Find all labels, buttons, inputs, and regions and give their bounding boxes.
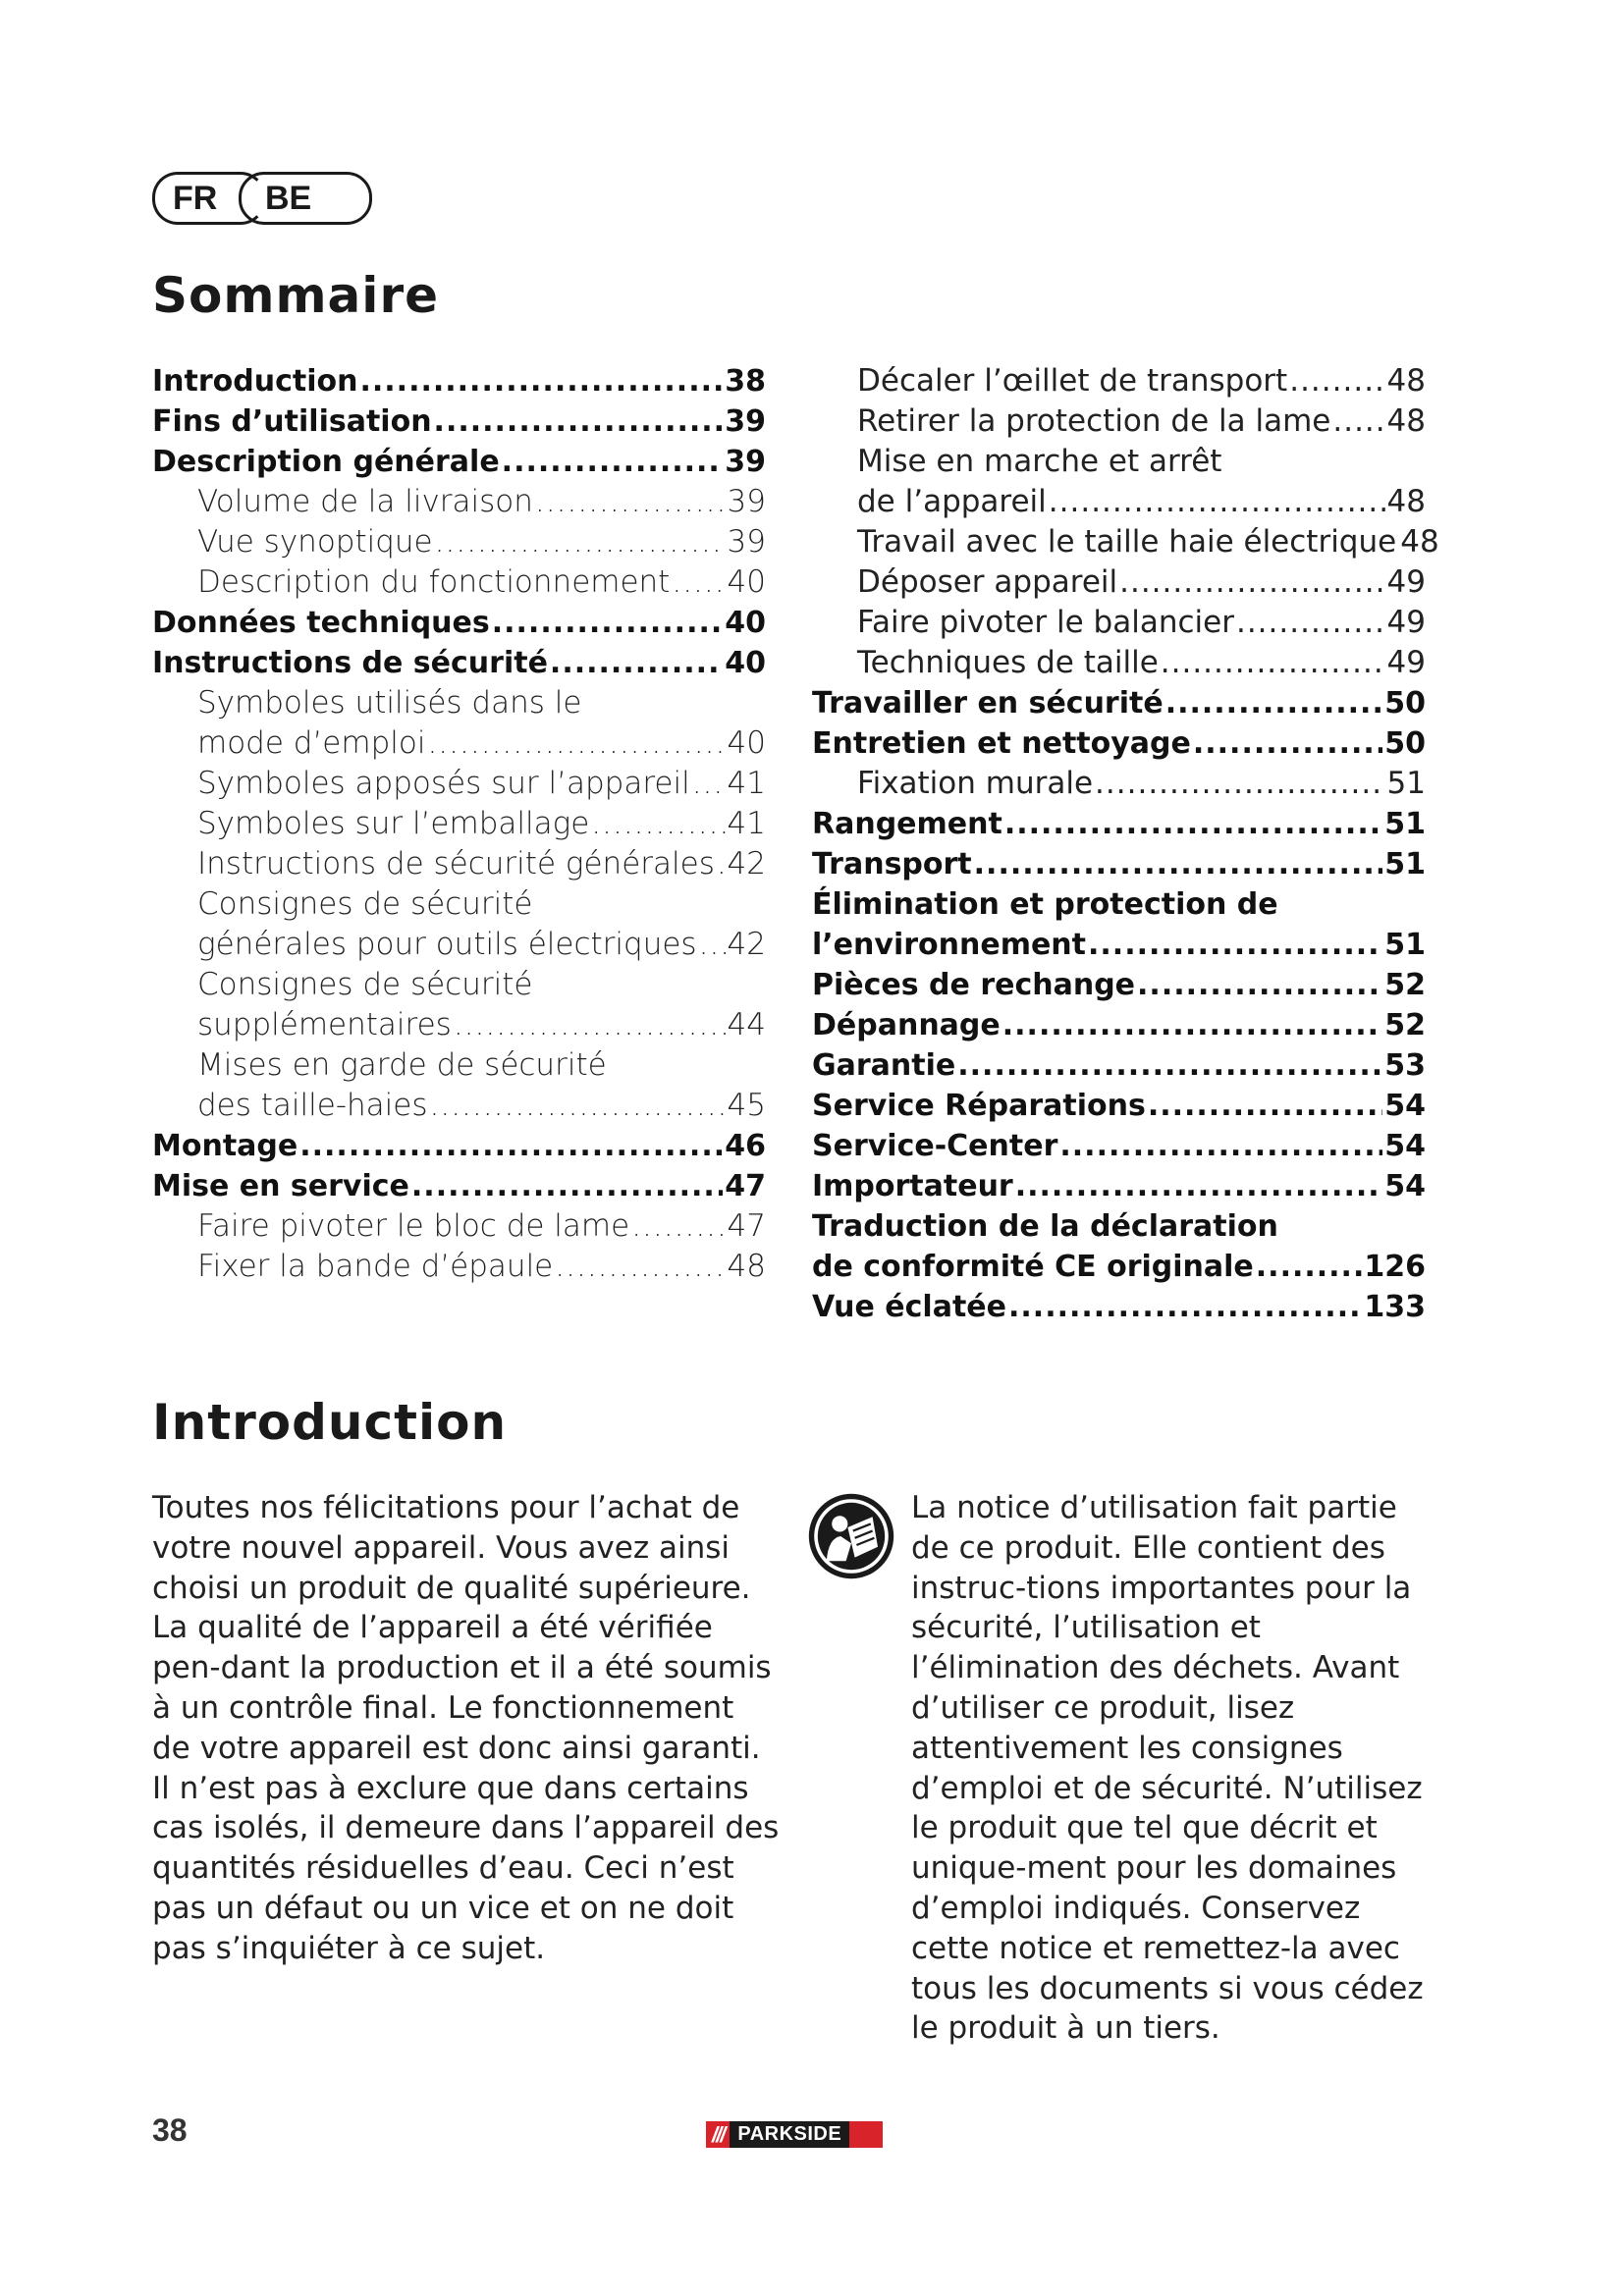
toc-entry [812, 1166, 1426, 1206]
toc-entry-page: 39 [727, 524, 766, 560]
toc-entry-page: 40 [725, 646, 766, 680]
toc-leader-dots [435, 522, 726, 562]
toc-entry [152, 482, 766, 522]
toc-entry [152, 643, 766, 683]
toc-leader-dots [429, 1086, 725, 1126]
toc-leader-dots [631, 1206, 725, 1247]
introduction-paragraph: Toutes nos félicitations pour l’achat de votre nouvel appareil. Vous avez ainsi choisi un produit de qualité supérieure. La qualité de l’appareil a été vérifiée pen-dant la production et il a été soumis à un contrôle final. Le fonctionnement de votre appareil est donc ainsi garanti. Il n’est pas à exclure que dans certains cas isolés, il demeure dans l’appareil des quantités résiduelles d’eau. Ceci n’est pas un défaut ou un vice et on ne doit pas s’inquiéter à ce sujet. [152, 1490, 780, 1966]
sommaire-title: Sommaire [152, 267, 440, 324]
toc-entry [152, 764, 766, 804]
toc-entry-page: 48 [1386, 484, 1426, 519]
toc-entry-label: l’environnement [812, 928, 1086, 962]
toc-entry-page: 51 [1384, 928, 1426, 962]
toc-entry [812, 482, 1426, 522]
toc-entry-page: 126 [1364, 1250, 1426, 1284]
parkside-logo [706, 2121, 883, 2148]
toc-leader-dots [1236, 603, 1385, 643]
toc-leader-dots [1095, 764, 1385, 804]
toc-entry-label: Introduction [152, 364, 358, 399]
toc-entry [812, 1206, 1426, 1247]
toc-entry [812, 1005, 1426, 1045]
toc-entry-label: Techniques de taille [857, 645, 1159, 680]
toc-entry-page: 41 [727, 806, 766, 841]
toc-leader-dots [502, 442, 724, 482]
toc-leader-dots [699, 925, 726, 965]
toc-entry-page: 52 [1384, 968, 1426, 1002]
toc-entry-label: Données techniques [152, 606, 490, 640]
toc-entry-label: mode d’emploi [197, 725, 426, 761]
toc-entry [152, 1247, 766, 1287]
toc-entry [152, 401, 766, 442]
toc-entry [152, 1206, 766, 1247]
toc-leader-dots [1008, 1287, 1362, 1327]
toc-leader-dots [1059, 1126, 1382, 1166]
toc-leader-dots [359, 361, 723, 401]
toc-entry-label: Faire pivoter le bloc de lame [197, 1208, 630, 1244]
toc-entry-page: 48 [727, 1249, 766, 1284]
toc-entry-page: 46 [725, 1129, 766, 1163]
toc-entry-page: 49 [1386, 564, 1426, 600]
toc-entry [812, 764, 1426, 804]
toc-entry-label: Service Réparations [812, 1089, 1146, 1123]
toc-leader-dots [672, 562, 725, 603]
toc-entry-label: Mise en service [152, 1169, 409, 1203]
toc-entry-page: 50 [1384, 686, 1426, 721]
toc-entry [812, 804, 1426, 844]
toc-entry [812, 723, 1426, 764]
toc-entry-page: 40 [727, 725, 766, 761]
toc-entry [812, 884, 1426, 925]
toc-leader-dots [1256, 1247, 1363, 1287]
toc-leader-dots [1289, 361, 1384, 401]
toc-entry [812, 1247, 1426, 1287]
toc-entry [812, 965, 1426, 1005]
toc-entry-page: 47 [727, 1208, 766, 1244]
toc-leader-dots [550, 643, 723, 683]
toc-entry [812, 844, 1426, 884]
toc-leader-dots [1049, 482, 1385, 522]
toc-entry [812, 401, 1426, 442]
toc-entry-label: Description du fonctionnement [197, 564, 671, 600]
language-badges [152, 172, 358, 223]
toc-entry-label: Consignes de sécurité [197, 967, 533, 1002]
language-badge-fr: FR [152, 172, 266, 225]
toc-entry-page: 39 [725, 445, 766, 479]
toc-entry [812, 562, 1426, 603]
toc-entry-label: Symboles sur l’emballage [197, 806, 590, 841]
toc-entry-label: Description générale [152, 445, 500, 479]
toc-entry-page: 39 [727, 484, 766, 519]
toc-right-column [812, 361, 1439, 1327]
toc-entry-label: Fixer la bande d’épaule [197, 1249, 554, 1284]
introduction-title: Introduction [152, 1394, 508, 1451]
toc-left-column [152, 361, 766, 1287]
toc-entry-page: 50 [1384, 726, 1426, 761]
toc-entry-label: Garantie [812, 1048, 956, 1083]
logo-brand: PARKSIDE [730, 2121, 849, 2148]
toc-entry-page: 42 [727, 846, 766, 881]
toc-leader-dots [299, 1126, 723, 1166]
toc-leader-dots [1004, 804, 1382, 844]
toc-entry [812, 1287, 1426, 1327]
toc-entry-label: Retirer la protection de la lame [857, 403, 1331, 439]
toc-entry-label: Traduction de la déclaration [812, 1209, 1278, 1244]
toc-entry [152, 522, 766, 562]
toc-leader-dots [1148, 1086, 1382, 1126]
toc-leader-dots [434, 401, 724, 442]
toc-entry-label: générales pour outils électriques [197, 927, 697, 962]
language-badge-be: BE [239, 172, 372, 225]
toc-leader-dots [1137, 965, 1382, 1005]
toc-entry-label: Symboles utilisés dans le [197, 685, 582, 721]
toc-entry-page: 54 [1384, 1129, 1426, 1163]
toc-entry-page: 48 [1386, 363, 1426, 399]
logo-slashes: /// [712, 2121, 725, 2147]
toc-entry [152, 1166, 766, 1206]
toc-entry-page: 40 [727, 564, 766, 600]
toc-entry-label: Faire pivoter le balancier [857, 605, 1234, 640]
toc-entry [152, 361, 766, 401]
toc-leader-dots [717, 844, 726, 884]
toc-entry-page: 54 [1384, 1169, 1426, 1203]
toc-entry-label: Mises en garde de sécurité [197, 1047, 607, 1083]
toc-leader-dots [1015, 1166, 1383, 1206]
toc-entry [812, 1086, 1426, 1126]
toc-entry-label: Importateur [812, 1169, 1013, 1203]
toc-entry-label: Mise en marche et arrêt [857, 444, 1222, 479]
toc-entry [152, 603, 766, 643]
toc-entry-label: Déposer appareil [857, 564, 1118, 600]
toc-entry-page: 39 [725, 404, 766, 439]
page-number: 38 [152, 2112, 188, 2148]
toc-entry [812, 1045, 1426, 1086]
toc-entry-page: 53 [1384, 1048, 1426, 1083]
toc-entry [812, 683, 1426, 723]
toc-entry-page: 41 [727, 766, 766, 801]
toc-entry-label: Rangement [812, 807, 1002, 841]
toc-leader-dots [411, 1166, 723, 1206]
toc-entry-label: de conformité CE originale [812, 1250, 1254, 1284]
toc-leader-dots [1119, 562, 1384, 603]
toc-entry [152, 1086, 766, 1126]
toc-entry [152, 884, 766, 925]
toc-entry [152, 562, 766, 603]
toc-entry [812, 361, 1426, 401]
toc-leader-dots [974, 844, 1383, 884]
toc-entry-page: 48 [1400, 524, 1439, 560]
manual-notice-paragraph: La notice d’utilisation fait partie de ce produit. Elle contient des instruc-tions importantes pour la sécurité, l’utilisation et l’élimination des déchets. Avant d’utiliser ce produit, lisez attentivement les consignes d’emploi et de sécurité. N’utilisez le produit que tel que décrit et unique-ment pour les domaines d’emploi indiqués. Conservez cette notice et remettez-la avec tous les documents si vous cédez le produit à un tiers. [911, 1490, 1424, 2047]
toc-leader-dots [454, 1005, 726, 1045]
toc-entry [152, 844, 766, 884]
toc-leader-dots [1002, 1005, 1383, 1045]
toc-entry-label: Vue synoptique [197, 524, 433, 560]
toc-entry [152, 1005, 766, 1045]
toc-entry-page: 38 [725, 364, 766, 399]
toc-entry-label: Décaler l’œillet de transport [857, 363, 1288, 399]
toc-entry-page: 49 [1386, 605, 1426, 640]
toc-entry [812, 1126, 1426, 1166]
toc-leader-dots [555, 1247, 725, 1287]
toc-entry [812, 442, 1426, 482]
toc-leader-dots [492, 603, 724, 643]
toc-entry [152, 1126, 766, 1166]
toc-entry [152, 804, 766, 844]
toc-entry-page: 49 [1386, 645, 1426, 680]
toc-entry [812, 522, 1439, 562]
toc-entry-label: Montage [152, 1129, 298, 1163]
toc-entry-label: Service-Center [812, 1129, 1058, 1163]
toc-entry-label: Fixation murale [857, 766, 1094, 801]
toc-leader-dots [591, 804, 725, 844]
toc-entry-page: 45 [727, 1088, 766, 1123]
toc-entry [812, 925, 1426, 965]
toc-entry-label: de l’appareil [857, 484, 1047, 519]
toc-entry-label: Volume de la livraison [197, 484, 533, 519]
toc-entry [812, 603, 1426, 643]
toc-entry-page: 42 [727, 927, 766, 962]
toc-entry [152, 965, 766, 1005]
toc-entry-label: supplémentaires [197, 1007, 452, 1042]
toc-leader-dots [692, 764, 726, 804]
toc-entry-label: Instructions de sécurité générales [197, 846, 715, 881]
toc-entry-label: des taille-haies [197, 1088, 428, 1123]
toc-entry-label: Travailler en sécurité [812, 686, 1164, 721]
toc-entry-label: Travail avec le taille haie électrique [857, 524, 1397, 560]
toc-leader-dots [1332, 401, 1384, 442]
toc-leader-dots [1088, 925, 1382, 965]
toc-entry [152, 925, 766, 965]
toc-entry [152, 723, 766, 764]
toc-entry-label: Pièces de rechange [812, 968, 1136, 1002]
toc-entry-label: Vue éclatée [812, 1290, 1006, 1324]
toc-entry-label: Fins d’utilisation [152, 404, 432, 439]
toc-leader-dots [957, 1045, 1382, 1086]
toc-entry-label: Consignes de sécurité [197, 886, 533, 922]
toc-entry-page: 52 [1384, 1008, 1426, 1042]
toc-entry-label: Instructions de sécurité [152, 646, 548, 680]
toc-entry-label: Transport [812, 847, 972, 881]
toc-entry-page: 44 [727, 1007, 766, 1042]
toc-leader-dots [535, 482, 726, 522]
toc-leader-dots [427, 723, 725, 764]
toc-entry [152, 683, 766, 723]
toc-entry-label: Élimination et protection de [812, 887, 1278, 922]
toc-entry [152, 442, 766, 482]
toc-leader-dots [1165, 683, 1383, 723]
toc-leader-dots [1161, 643, 1385, 683]
toc-entry-page: 51 [1384, 847, 1426, 881]
read-manual-icon [807, 1492, 895, 1580]
toc-entry-page: 51 [1386, 766, 1426, 801]
toc-entry-page: 48 [1386, 403, 1426, 439]
toc-leader-dots [1193, 723, 1382, 764]
toc-entry-label: Entretien et nettoyage [812, 726, 1191, 761]
toc-entry-page: 51 [1384, 807, 1426, 841]
toc-entry-label: Symboles apposés sur l’appareil [197, 766, 690, 801]
toc-entry-page: 133 [1364, 1290, 1426, 1324]
toc-entry [152, 1045, 766, 1086]
toc-entry [812, 643, 1426, 683]
toc-entry-label: Dépannage [812, 1008, 1001, 1042]
toc-entry-page: 54 [1384, 1089, 1426, 1123]
toc-entry-page: 40 [725, 606, 766, 640]
toc-entry-page: 47 [725, 1169, 766, 1203]
